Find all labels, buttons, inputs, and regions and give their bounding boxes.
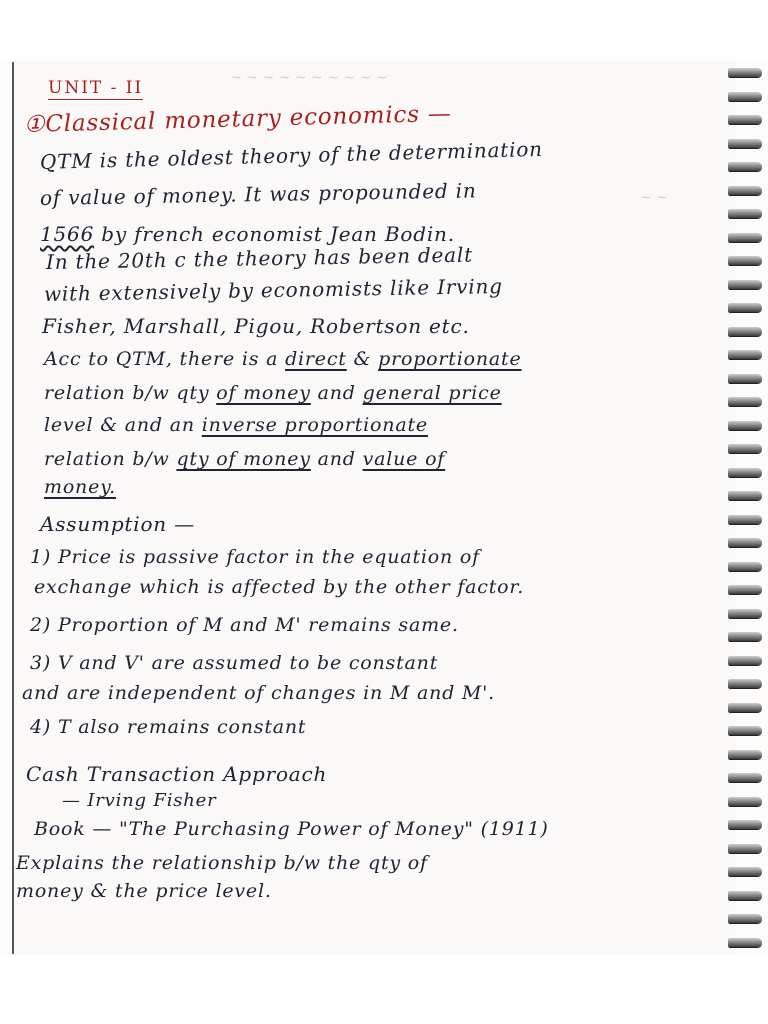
approach-title: Cash Transaction Approach — [26, 762, 328, 786]
bleed-through-mark: ~ ~ ~ ~ ~ ~ ~ ~ ~ ~ — [230, 70, 388, 86]
spiral-ring — [728, 256, 762, 265]
para1-line2: of value of money. It was propounded in — [39, 178, 477, 210]
spiral-ring — [728, 303, 762, 312]
spiral-ring — [728, 139, 762, 148]
spiral-ring — [728, 327, 762, 336]
para2-line4 — [44, 448, 445, 470]
assumption-title: Assumption — — [40, 512, 195, 536]
underlined-value-of: value of — [362, 448, 446, 470]
para2-line2 — [44, 382, 502, 404]
assumption-3-cont: and are independent of changes in M and M'. — [22, 682, 496, 704]
spiral-ring — [728, 280, 762, 289]
para2-line5: money. — [44, 476, 116, 498]
bleed-through-mark: ~ ~ — [640, 190, 668, 206]
spiral-ring — [728, 538, 762, 547]
para1-line1: QTM is the oldest theory of the determination — [39, 136, 544, 174]
explains-line2: money & the price level. — [16, 880, 272, 902]
para1-line6: Fisher, Marshall, Pigou, Robertson etc. — [42, 314, 470, 338]
para1-line3 — [40, 222, 455, 246]
spiral-ring — [728, 209, 762, 218]
spiral-ring — [728, 233, 762, 242]
book-title: Book — "The Purchasing Power of Money" (1911) — [34, 818, 549, 840]
unit-label: UNIT - II — [48, 78, 144, 98]
text-span: Acc to QTM, there is a — [44, 348, 286, 370]
spiral-ring — [728, 679, 762, 688]
spiral-ring — [728, 891, 762, 900]
spiral-ring — [728, 750, 762, 759]
spiral-ring — [728, 162, 762, 171]
spiral-ring — [728, 656, 762, 665]
approach-author: — Irving Fisher — [62, 790, 217, 811]
spiral-binding — [728, 64, 768, 954]
spiral-ring — [728, 515, 762, 524]
spiral-ring — [728, 773, 762, 782]
underlined-general-price: general price — [362, 382, 502, 404]
assumption-4: 4) T also remains constant — [30, 716, 307, 738]
para2-line1 — [44, 348, 522, 370]
spiral-ring — [728, 585, 762, 594]
assumption-2: 2) Proportion of M and M' remains same. — [30, 614, 459, 636]
text-span: and — [310, 382, 363, 404]
text-span: relation b/w qty — [44, 382, 217, 404]
background-bottom — [0, 955, 768, 1024]
spiral-ring — [728, 609, 762, 618]
underlined-inverse-proportionate: inverse proportionate — [201, 414, 428, 436]
spiral-ring — [728, 468, 762, 477]
background-top — [0, 0, 768, 60]
section-heading: ①Classical monetary economics — — [23, 100, 453, 138]
text-span: level & and an — [44, 414, 202, 436]
year-1566: 1566 — [40, 222, 95, 246]
underlined-of-money: of money — [216, 382, 311, 404]
para2-line3 — [44, 414, 428, 436]
text-span: & — [346, 348, 379, 370]
spiral-ring — [728, 914, 762, 923]
spiral-ring — [728, 632, 762, 641]
spiral-ring — [728, 844, 762, 853]
underlined-proportionate: proportionate — [378, 348, 522, 370]
spiral-ring — [728, 938, 762, 947]
text-span: relation b/w — [44, 448, 177, 470]
spiral-ring — [728, 186, 762, 195]
spiral-ring — [728, 703, 762, 712]
explains-line1: Explains the relationship b/w the qty of — [16, 852, 428, 874]
para1-line4: In the 20th c the theory has been dealt — [45, 242, 474, 274]
spiral-ring — [728, 92, 762, 101]
underlined-qty-of-money: qty of money — [176, 448, 311, 470]
spiral-ring — [728, 797, 762, 806]
spiral-ring — [728, 491, 762, 500]
para1-line5: with extensively by economists like Irving — [43, 273, 503, 306]
spiral-ring — [728, 726, 762, 735]
spiral-ring — [728, 397, 762, 406]
underlined-direct: direct — [285, 348, 347, 370]
spiral-ring — [728, 421, 762, 430]
spiral-ring — [728, 562, 762, 571]
para1-line3-text: by french economist Jean Bodin. — [101, 222, 455, 246]
spiral-ring — [728, 867, 762, 876]
spiral-ring — [728, 820, 762, 829]
assumption-1-cont: exchange which is affected by the other factor. — [34, 576, 525, 598]
text-span: and — [310, 448, 363, 470]
spiral-ring — [728, 115, 762, 124]
assumption-1: 1) Price is passive factor in the equation of — [30, 546, 480, 568]
spiral-ring — [728, 68, 762, 77]
spiral-ring — [728, 350, 762, 359]
assumption-3: 3) V and V' are assumed to be constant — [30, 652, 439, 674]
spiral-ring — [728, 444, 762, 453]
spiral-ring — [728, 374, 762, 383]
